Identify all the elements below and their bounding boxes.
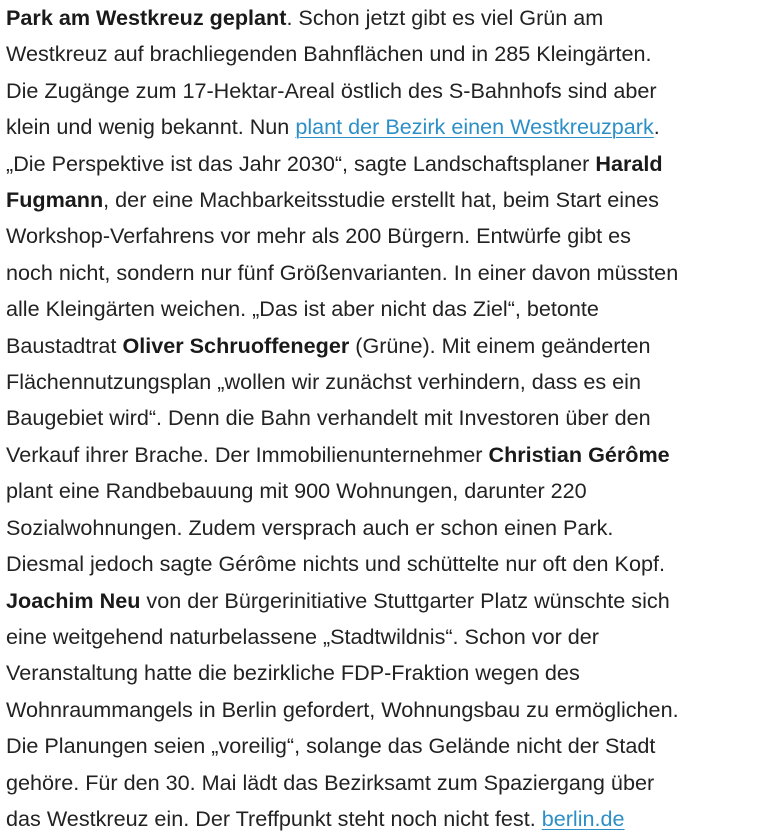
text-line (6, 473, 761, 509)
text-segment: (Grüne). Mit einem geänderten (349, 332, 651, 358)
text-line (6, 765, 761, 801)
text-segment: alle Kleingärten weichen. „Das ist aber nicht das Ziel“, betonte (6, 296, 599, 322)
text-segment: Sozialwohnungen. Zudem versprach auch er schon einen Park. (6, 514, 614, 540)
text-line (6, 546, 761, 582)
text-segment: . (653, 114, 660, 140)
person-or-headline-bold: Joachim Neu (6, 587, 141, 613)
text-segment: . Schon jetzt gibt es viel Grün am (286, 5, 604, 30)
text-line (6, 619, 761, 655)
article-paragraph (6, 0, 761, 837)
person-or-headline-bold: Fugmann (6, 187, 104, 213)
text-segment: Westkreuz auf brachliegenden Bahnflächen und in 285 Kleingärten. (6, 41, 652, 67)
text-segment: plant eine Randbebauung mit 900 Wohnungen, darunter 220 (6, 478, 587, 504)
text-line (6, 218, 761, 254)
text-segment: von der Bürgerinitiative Stuttgarter Platz wünschte sich (140, 587, 670, 613)
text-line (6, 291, 761, 327)
text-line (6, 182, 761, 218)
text-line (6, 400, 761, 436)
text-line (6, 109, 761, 145)
text-segment: Die Planungen seien „voreilig“, solange das Gelände nicht der Stadt (6, 733, 656, 759)
person-or-headline-bold: Oliver Schruoffeneger (122, 332, 350, 358)
text-line (6, 655, 761, 691)
text-line (6, 364, 761, 400)
text-segment: Flächennutzungsplan „wollen wir zunächst verhindern, dass es ein (6, 369, 641, 395)
text-segment: noch nicht, sondern nur fünf Größenvarianten. In einer davon müssten (6, 259, 679, 285)
text-line (6, 36, 761, 72)
text-line (6, 328, 761, 364)
text-line (6, 0, 761, 36)
person-or-headline-bold: Harald (595, 150, 663, 176)
text-segment: klein und wenig bekannt. Nun (6, 114, 296, 140)
text-segment: gehöre. Für den 30. Mai lädt das Bezirksamt zum Spaziergang über (6, 769, 655, 795)
text-line (6, 583, 761, 619)
text-line (6, 437, 761, 473)
text-segment: Veranstaltung hatte die bezirkliche FDP-Fraktion wegen des (6, 660, 580, 686)
text-segment: , der eine Machbarkeitsstudie erstellt hat, beim Start eines (103, 187, 659, 213)
text-segment: Wohnraummangels in Berlin gefordert, Wohnungsbau zu ermöglichen. (6, 696, 679, 722)
text-segment: Baustadtrat (6, 332, 123, 358)
text-line (6, 73, 761, 109)
text-segment: „Die Perspektive ist das Jahr 2030“, sagte Landschaftsplaner (6, 150, 596, 176)
person-or-headline-bold: Park am Westkreuz geplant (6, 5, 287, 30)
text-segment: Verkauf ihrer Brache. Der Immobilienunternehmer (6, 441, 489, 467)
text-segment: eine weitgehend naturbelassene „Stadtwildnis“. Schon vor der (6, 623, 599, 649)
text-line (6, 801, 761, 837)
text-segment: Baugebiet wird“. Denn die Bahn verhandelt mit Investoren über den (6, 405, 651, 431)
text-segment: das Westkreuz ein. Der Treffpunkt steht noch nicht fest. (6, 805, 542, 831)
text-line (6, 510, 761, 546)
text-segment: Diesmal jedoch sagte Gérôme nichts und schüttelte nur oft den Kopf. (6, 551, 665, 577)
article-link[interactable]: berlin.de (541, 805, 625, 831)
text-line (6, 255, 761, 291)
text-segment: Die Zugänge zum 17-Hektar-Areal östlich des S-Bahnhofs sind aber (6, 77, 657, 103)
text-segment: Workshop-Verfahrens vor mehr als 200 Bürgern. Entwürfe gibt es (6, 223, 631, 249)
text-line (6, 146, 761, 182)
article-link[interactable]: plant der Bezirk einen Westkreuzpark (295, 114, 654, 140)
text-line (6, 692, 761, 728)
person-or-headline-bold: Christian Gérôme (488, 441, 670, 467)
text-line (6, 728, 761, 764)
